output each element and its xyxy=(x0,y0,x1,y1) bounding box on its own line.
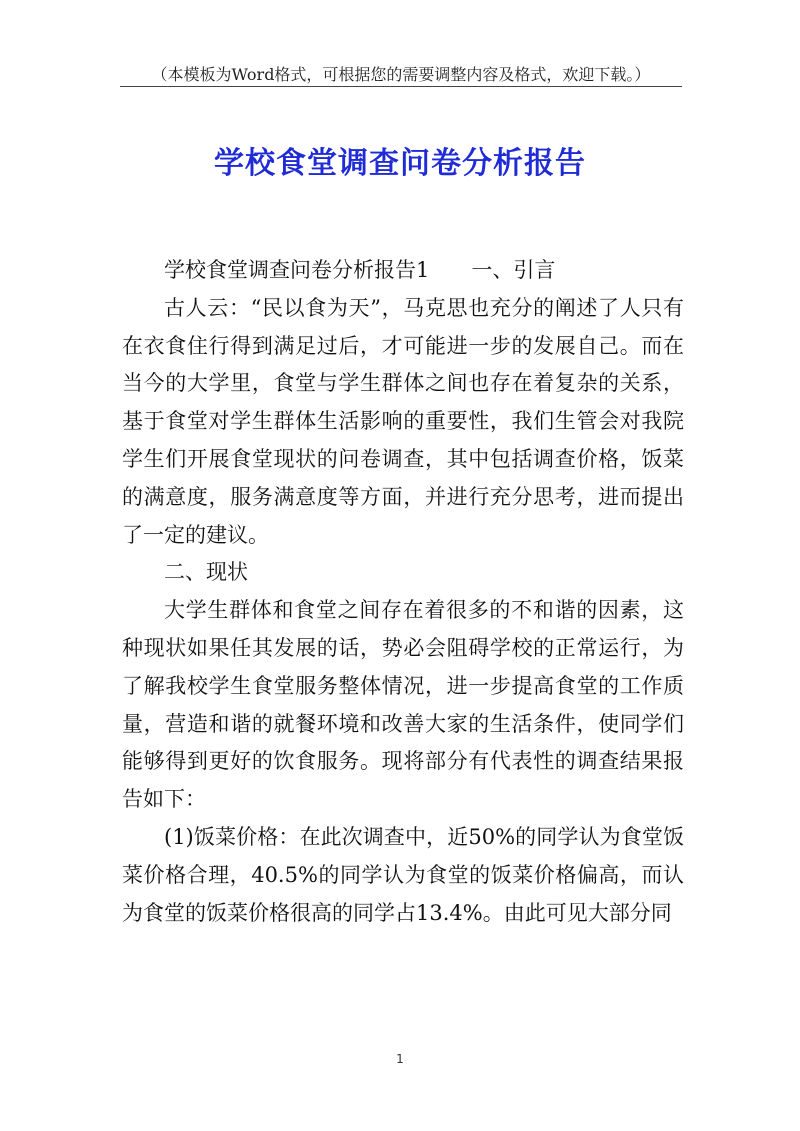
section-heading-status: 二、现状 xyxy=(164,560,248,585)
document-title: 学校食堂调查问卷分析报告 xyxy=(214,146,586,181)
header-divider xyxy=(120,86,682,87)
template-note: （本模板为Word格式，可根据您的需要调整内容及格式，欢迎下载。） xyxy=(151,65,651,84)
paragraph-intro: 古人云：“民以食为天”，马克思也充分的阐述了人只有在衣食住行得到满足过后，才可能进一步的发展自己。而在当今的大学里，食堂与学生群体之间也存在着复杂的关系，基于食堂对学生群体生活影响的重要性，我们生管会对我院学生们开展食堂现状的问卷调查，其中包括调查价格，饭菜的满意度，服务满意度等方面，并进行充分思考，进而提出了一定的建议。 xyxy=(122,295,684,547)
section-heading-intro: 一、引言 xyxy=(471,258,556,282)
paragraph-status: 大学生群体和食堂之间存在着很多的不和谐的因素，这种现状如果任其发展的话，势必会阻碍学校的正常运行，为了解我校学生食堂服务整体情况，进一步提高食堂的工作质量，营造和谐的就餐环境和改善大家的生活条件，使同学们能够得到更好的饮食服务。现将部分有代表性的调查结果报告如下： xyxy=(122,598,684,812)
paragraph-price: (1)饭菜价格：在此次调查中，近50%的同学认为食堂饭菜价格合理，40.5%的同学认为食堂的饭菜价格偏高，而认为食堂的饭菜价格很高的同学占13.4%。由此可见大部分同 xyxy=(122,824,684,925)
report-subtitle: 学校食堂调查问卷分析报告1 xyxy=(164,258,430,282)
section-heading-line xyxy=(122,252,684,290)
document-body xyxy=(122,252,684,932)
page-number: 1 xyxy=(396,1052,404,1066)
